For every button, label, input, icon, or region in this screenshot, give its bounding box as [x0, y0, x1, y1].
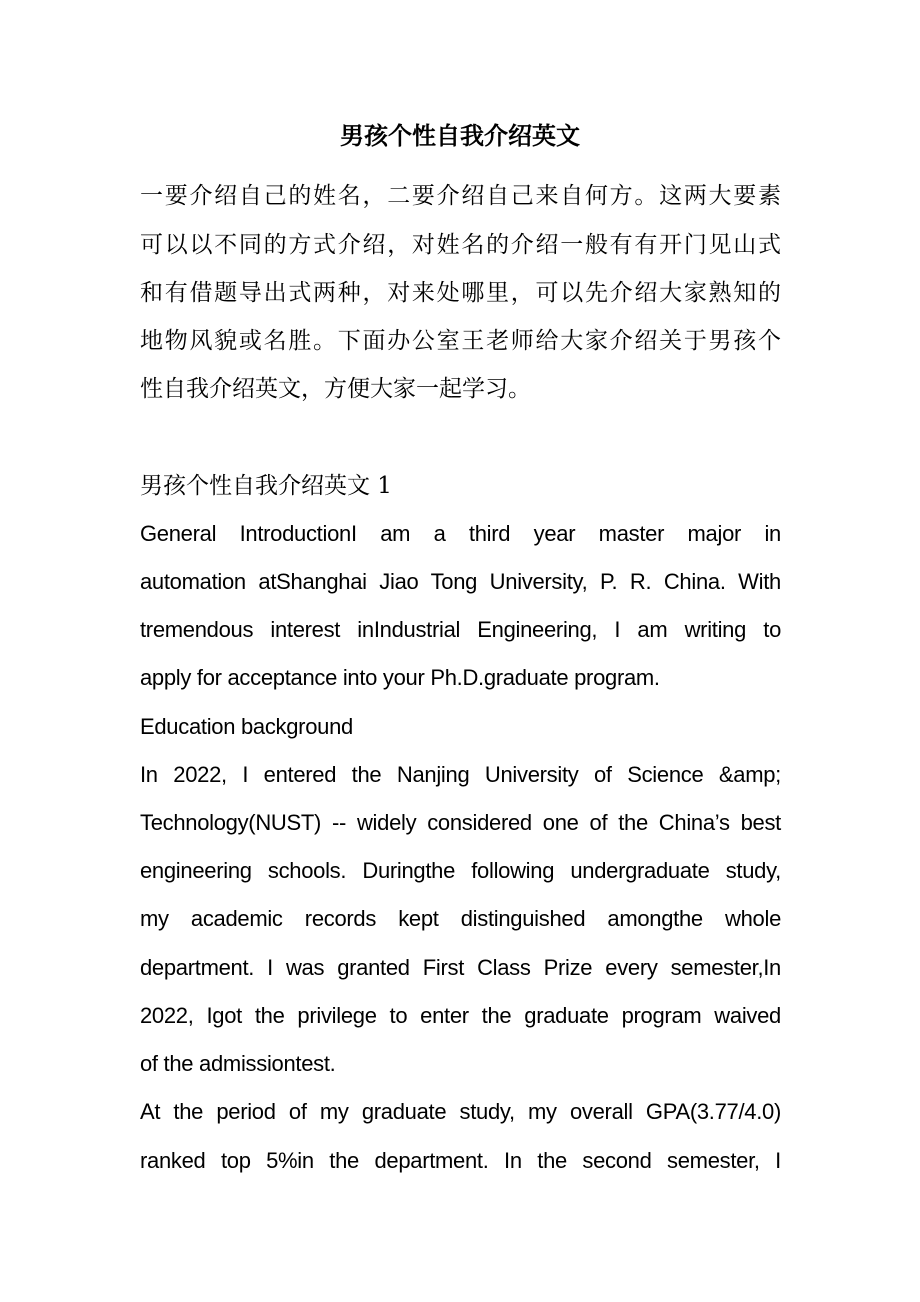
body-line: 2022, Igot the privilege to enter the graduate program waived [140, 1003, 781, 1028]
intro-line: 一​要​介​绍​自​己​的​姓​名​，​二​要​介​绍​自​己​来​自​何​方​。​这​两​大​要​素 [140, 183, 781, 209]
intro-line: 可​以​以​不​同​的​方​式​介​绍​，​对​姓​名​的​介​绍​一​般​有​有​开​门​见​山​式 [140, 232, 781, 258]
body-line: tremendous interest inIndustrial Engineering, I am writing to [140, 617, 781, 642]
body-line: department. I was granted First Class Prize every semester,In [140, 955, 781, 980]
subheading-education-background: Education background [140, 714, 353, 739]
body-line: ranked top 5%in the department. In the second semester, I [140, 1148, 781, 1173]
intro-line: 地​物​风​貌​或​名​胜​。​下​面​办​公​室​王​老​师​给​大​家​介​绍​关​于​男​孩​个 [140, 328, 781, 354]
body-line: of the admissiontest. [140, 1051, 336, 1076]
body-line: engineering schools. Duringthe following undergraduate study, [140, 858, 781, 883]
body-line: Technology(NUST) -- widely considered one of the China’s best [140, 810, 781, 835]
intro-line: 和​有​借​题​导​出​式​两​种​，​对​来​处​哪​里​，​可​以​先​介​绍​大​家​熟​知​的 [140, 280, 781, 306]
intro-line: 性自我介绍英文，方便大家一起学习。 [140, 376, 531, 402]
document-title: 男孩个性自我介绍英文 [340, 121, 580, 150]
body-line: my academic records kept distinguished amongthe whole [140, 906, 781, 931]
section-heading: 男孩个性自我介绍英文 1 [140, 473, 392, 499]
body-line: In 2022, I entered the Nanjing University of Science &amp; [140, 762, 781, 787]
body-line: General IntroductionI am a third year master major in [140, 521, 781, 546]
body-line: At the period of my graduate study, my overall GPA(3.77/4.0) [140, 1099, 781, 1124]
body-line: apply for acceptance into your Ph.D.graduate program. [140, 665, 660, 690]
body-line: automation atShanghai Jiao Tong University, P. R. China. With [140, 569, 781, 594]
